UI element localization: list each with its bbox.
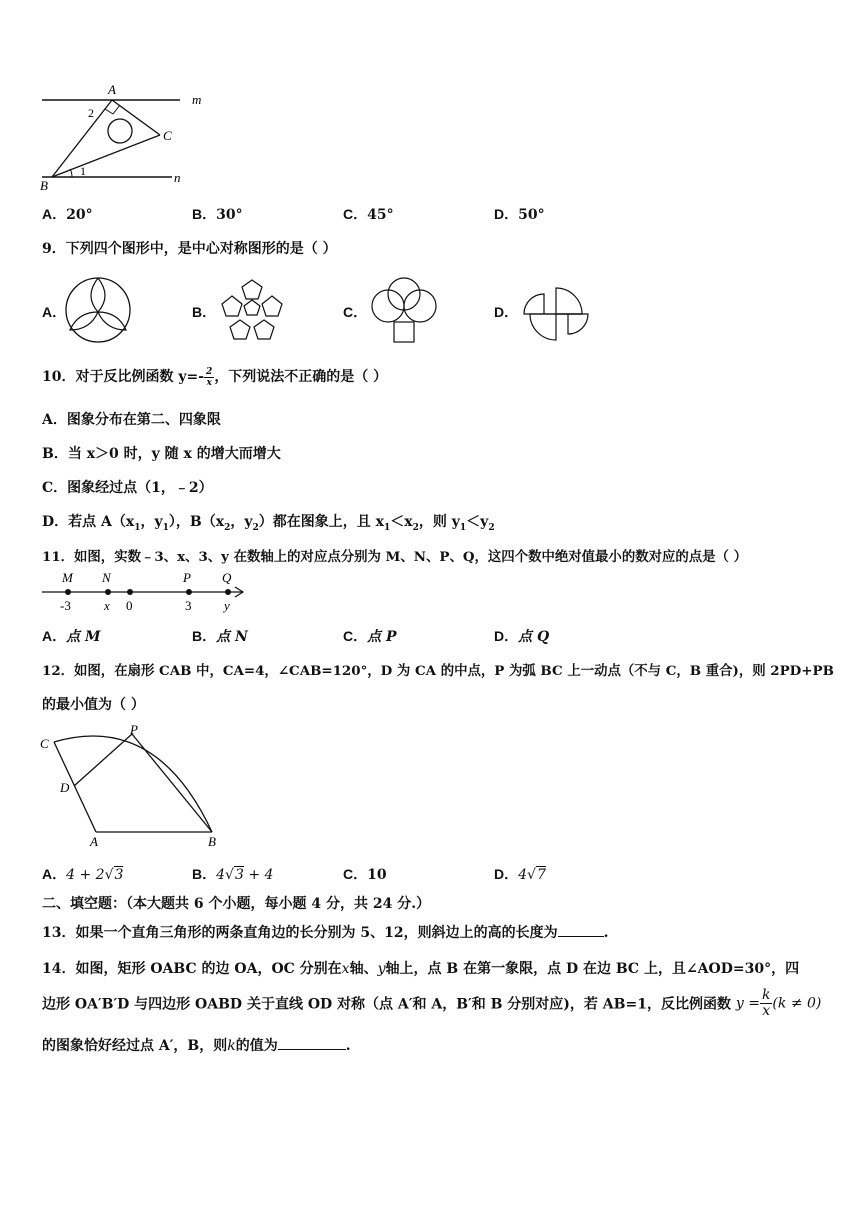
section-2-heading: 二、填空题：（本大题共 6 个小题，每小题 4 分，共 24 分.）	[42, 896, 431, 912]
text: 的值为	[235, 1038, 278, 1054]
subscript: 1	[384, 522, 391, 533]
q12-figure	[36, 722, 236, 852]
sqrt-icon: √	[104, 867, 114, 883]
radicand: 7	[536, 867, 546, 883]
label-Q: Q	[222, 570, 232, 585]
q10-option-c[interactable]: C．图象经过点（1，﹣2）	[42, 480, 213, 496]
option-text: 点 N	[216, 629, 248, 645]
q12-line2: 的最小值为（ ）	[42, 697, 145, 713]
q11-stem: 11．如图，实数﹣3、x、3、y 在数轴上的对应点分别为 M、N、P、Q，这四个数中绝对值最小的数对应的点是（ ）	[42, 549, 747, 565]
q14-line2	[42, 988, 821, 1022]
text: 14．如图，矩形 OABC 的边 OA，OC 分别在	[42, 961, 342, 977]
segment-PD	[74, 734, 132, 786]
point-P	[186, 589, 192, 595]
sqrt-icon: √	[225, 867, 234, 883]
option-text: 45°	[367, 207, 394, 223]
q10-option-d[interactable]	[42, 511, 495, 533]
q13-end: .	[603, 925, 609, 941]
option-label: D．	[494, 206, 519, 222]
q10-stem	[42, 366, 387, 388]
label-P: P	[183, 570, 191, 585]
subscript: 2	[412, 522, 419, 533]
option-text: 4 + 2	[66, 867, 105, 883]
subscript: 1	[134, 522, 141, 533]
text: D．若点 A（x	[42, 514, 135, 530]
q9-figure-a	[64, 276, 134, 346]
q9-figure-c	[364, 274, 444, 354]
q10-option-a[interactable]: A．图象分布在第二、四象限	[42, 412, 221, 428]
text: ，y	[140, 514, 163, 530]
value-zero: 0	[126, 598, 133, 613]
text: ），B（x	[168, 514, 225, 530]
q8-figure	[0, 0, 868, 200]
var-x: x	[341, 961, 350, 977]
label-C: C	[40, 736, 49, 751]
value-Q: y	[224, 598, 230, 613]
label-B: B	[208, 834, 216, 849]
text: ＜y	[466, 514, 489, 530]
option-text: 30°	[216, 207, 243, 223]
label-N: N	[102, 570, 111, 585]
q13-stem: 13．如果一个直角三角形的两条直角边的长分别为 5、12，则斜边上的高的长度为	[42, 925, 558, 941]
arc-BC	[54, 736, 212, 832]
text: 轴、	[349, 961, 378, 977]
label-C: C	[163, 128, 172, 143]
option-label: A．	[42, 206, 67, 222]
q13-text	[42, 922, 608, 942]
label-M: M	[62, 570, 73, 585]
label-n: n	[174, 170, 181, 185]
option-text: + 4	[243, 867, 274, 883]
inner-circle	[108, 119, 132, 143]
option-text: 点 Q	[518, 629, 550, 645]
q12-option-b[interactable]	[192, 864, 273, 884]
q12-line1: 12．如图，在扇形 CAB 中，CA=4，∠CAB=120°，D 为 CA 的中点，P 为弧 BC 上一动点（不与 C，B 重合)，则 2PD+PB	[42, 663, 834, 679]
q8-option-a[interactable]	[42, 204, 93, 224]
q14-answer-blank[interactable]	[278, 1035, 346, 1050]
formula-condition: (k ≠ 0)	[772, 995, 822, 1012]
angle1-arc	[70, 169, 72, 177]
q11-option-b[interactable]	[192, 626, 248, 646]
q14-line3	[42, 1035, 351, 1055]
q9-option-a[interactable]: A．	[42, 304, 67, 320]
label-A: A	[108, 82, 116, 97]
value-M: -3	[60, 598, 71, 613]
label-P: P	[130, 722, 138, 737]
text: ，则 y	[418, 514, 460, 530]
label-B: B	[40, 178, 48, 193]
q10-fraction: $\frac{2}{x}$	[206, 366, 213, 388]
option-label: C．	[343, 866, 368, 882]
q10-stem-pre: 10．对于反比例函数 y=	[42, 369, 199, 385]
text: ＜x	[390, 514, 413, 530]
q10-option-b[interactable]: B．当 x＞0 时，y 随 x 的增大而增大	[42, 446, 281, 462]
q12-option-d[interactable]	[494, 864, 546, 884]
formula-fraction: $\frac{k}{x}$	[761, 987, 771, 1019]
q8-option-c[interactable]	[343, 204, 394, 224]
label-angle2: 2	[88, 106, 94, 120]
subscript: 2	[252, 522, 259, 533]
q9-stem: 9．下列四个图形中，是中心对称图形的是（ ）	[42, 241, 337, 257]
option-label: D．	[494, 866, 519, 882]
q9-figure-d	[516, 274, 596, 354]
option-text: 点 P	[367, 629, 397, 645]
q9-figure-b	[212, 274, 292, 354]
radicand: 3	[114, 867, 124, 883]
q11-option-d[interactable]	[494, 626, 549, 646]
text: 边形 OA′B′D 与四边形 OABD 关于直线 OD 对称（点 A′和 A，B′和 B 分别对应)，若 AB=1，反比例函数	[42, 996, 731, 1013]
q11-option-a[interactable]	[42, 626, 101, 646]
label-angle1: 1	[80, 164, 86, 178]
point-Q	[225, 589, 231, 595]
label-m: m	[192, 92, 202, 107]
q9-option-c[interactable]: C．	[343, 304, 368, 320]
option-text: 4	[216, 867, 226, 883]
text: ，y	[230, 514, 253, 530]
q9-option-d[interactable]: D．	[494, 304, 519, 320]
option-label: C．	[343, 206, 368, 222]
q11-option-c[interactable]	[343, 626, 397, 646]
point-N	[105, 589, 111, 595]
q8-option-b[interactable]	[192, 204, 243, 224]
q9-option-b[interactable]: B．	[192, 304, 217, 320]
option-label: D．	[494, 628, 519, 644]
q11-number-line	[40, 568, 270, 618]
q12-option-c[interactable]	[343, 864, 387, 884]
q10-stem-post: ，下列说法不正确的是（ ）	[214, 369, 388, 385]
option-text: 点 M	[66, 629, 101, 645]
q13-answer-blank[interactable]	[558, 922, 604, 937]
subscript: 1	[459, 522, 467, 533]
option-label: B．	[192, 866, 217, 882]
q14-end: .	[345, 1038, 351, 1054]
option-label: B．	[192, 628, 217, 644]
q14-line1	[42, 958, 799, 978]
formula-y: y =	[735, 995, 760, 1012]
subscript: 1	[162, 522, 169, 533]
label-D: D	[60, 780, 70, 795]
label-A: A	[90, 834, 98, 849]
value-P: 3	[185, 598, 192, 613]
point-O	[127, 589, 133, 595]
option-text: 20°	[66, 207, 93, 223]
q12-option-a[interactable]	[42, 864, 123, 884]
text: 轴上，点 B 在第一象限，点 D 在边 BC 上，且∠AOD=30°，四	[385, 961, 800, 977]
radicand: 3	[234, 867, 244, 883]
option-text: 10	[367, 867, 387, 883]
option-label: A．	[42, 628, 67, 644]
q10-frac-sign: -	[198, 369, 205, 385]
option-label: B．	[192, 206, 217, 222]
q8-option-d[interactable]	[494, 204, 545, 224]
text: 的图象恰好经过点 A′，B，则	[42, 1038, 228, 1054]
option-text: 50°	[518, 207, 545, 223]
option-label: A．	[42, 866, 67, 882]
subscript: 2	[224, 522, 231, 533]
var-y: y	[377, 961, 386, 977]
text: ）都在图象上，且 x	[258, 514, 384, 530]
option-text: 4	[518, 867, 528, 883]
segment-PB	[132, 734, 212, 832]
value-N: x	[104, 598, 110, 613]
sqrt-icon: √	[527, 867, 536, 883]
subscript: 2	[488, 522, 495, 533]
point-M	[65, 589, 71, 595]
option-label: C．	[343, 628, 368, 644]
var-k: k	[227, 1038, 236, 1054]
